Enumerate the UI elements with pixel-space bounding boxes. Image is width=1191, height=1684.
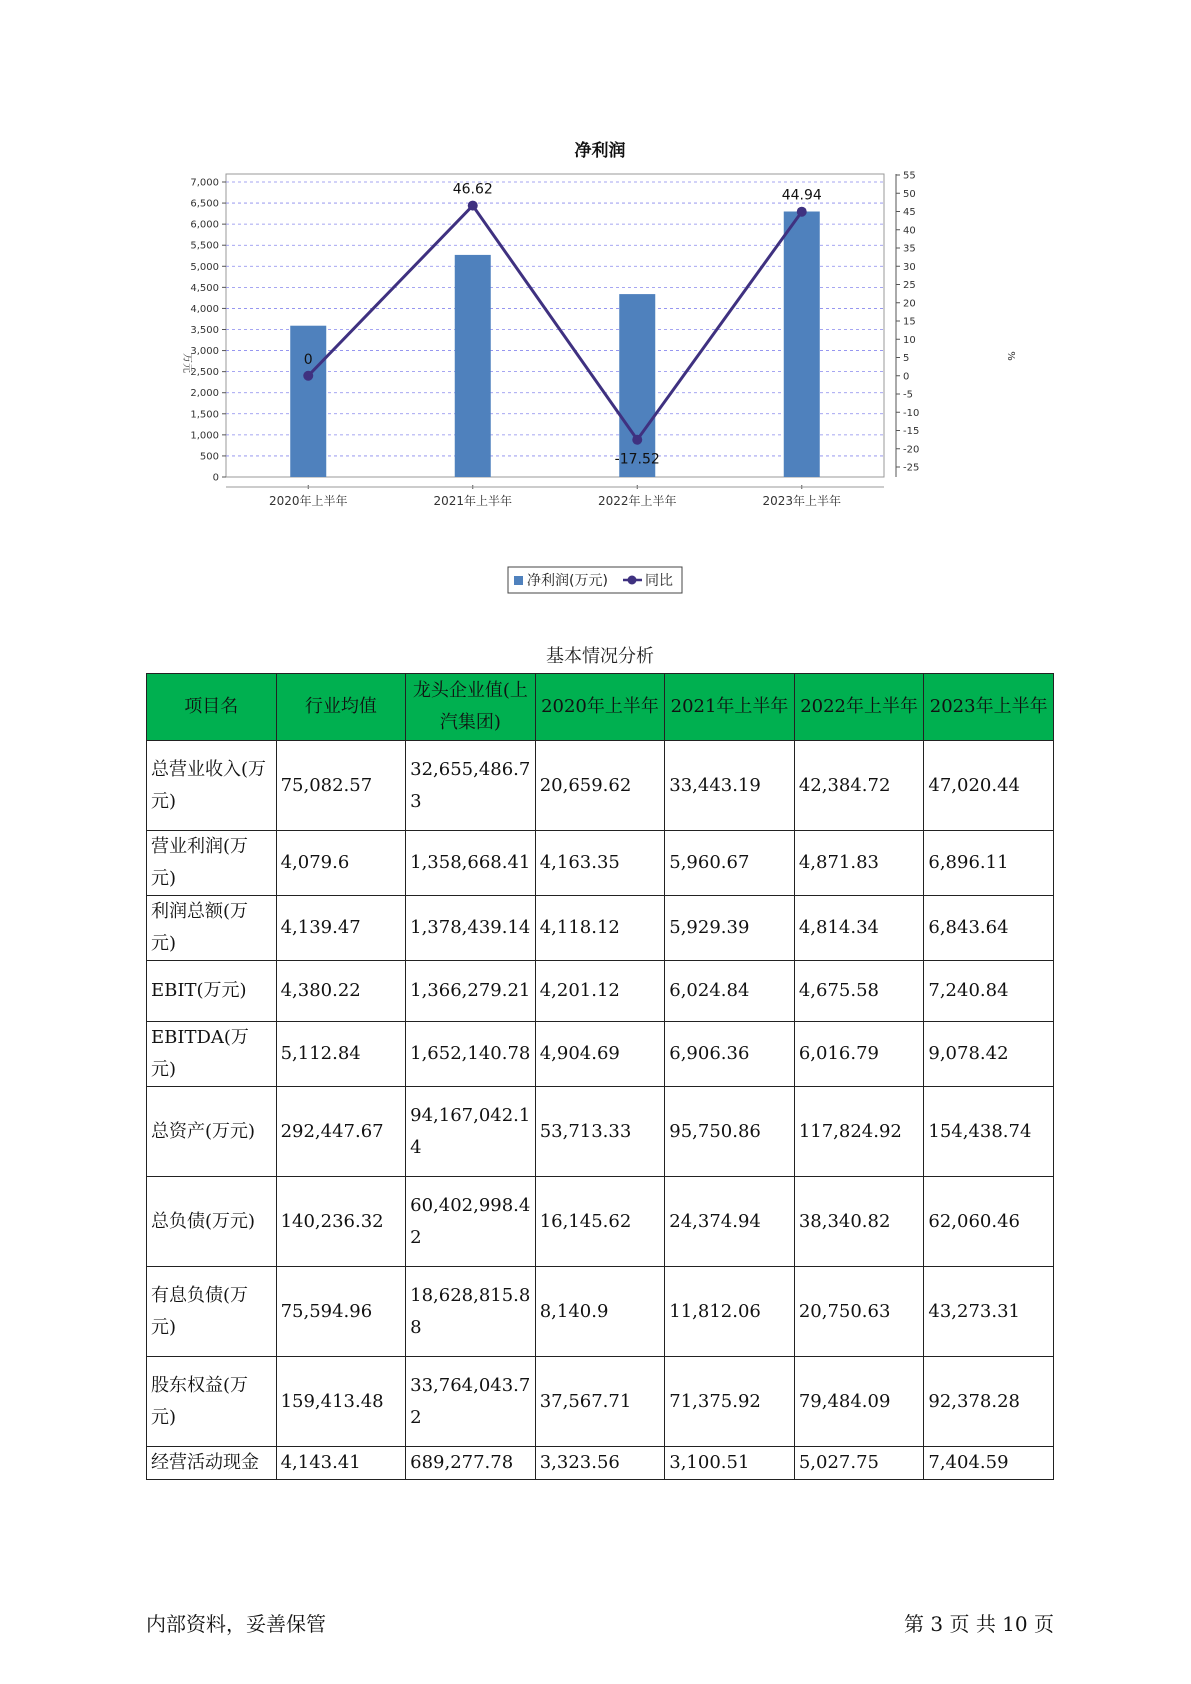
value-cell: 37,567.71 [535,1357,665,1447]
table-body [147,741,1054,1480]
table-caption: 基本情况分析 [546,646,654,667]
value-cell: 43,273.31 [924,1267,1054,1357]
y2-tick-label: -15 [903,426,920,437]
value-cell: 5,960.67 [665,831,795,896]
value-cell: 159,413.48 [276,1357,406,1447]
legend-line-marker [628,576,637,585]
line-point [303,371,313,381]
y-tick-label: 1,000 [190,430,219,442]
header-cell: 2022年上半年 [794,674,924,741]
value-cell: 6,016.79 [794,1022,924,1087]
y-tick-label: 500 [199,451,219,463]
value-cell: 4,201.12 [535,961,665,1022]
value-cell: 8,140.9 [535,1267,665,1357]
value-cell: 292,447.67 [276,1087,406,1177]
header-cell: 行业均值 [276,674,406,741]
value-cell: 117,824.92 [794,1087,924,1177]
value-cell: 79,484.09 [794,1357,924,1447]
value-cell: 4,380.22 [276,961,406,1022]
value-cell: 4,143.41 [276,1447,406,1480]
value-cell: 1,652,140.78 [406,1022,536,1087]
table-row [147,1022,1054,1087]
bar [290,326,326,477]
value-cell: 18,628,815.88 [406,1267,536,1357]
value-cell: 4,118.12 [535,896,665,961]
x-tick-label: 2022年上半年 [597,494,677,508]
y2-tick-label: -10 [903,407,920,419]
y2-tick-label: 50 [903,188,916,200]
legend-bar-swatch [514,576,523,585]
table-row [147,961,1054,1022]
bar [455,255,491,477]
value-cell: 42,384.72 [794,741,924,831]
right-axis-ticks [896,171,919,478]
bar [619,294,655,477]
data-label: 46.62 [452,181,493,198]
left-axis-ticks [190,178,226,484]
value-cell: 689,277.78 [406,1447,536,1480]
y-axis-label: 万元 [181,353,192,373]
value-cell: 4,675.58 [794,961,924,1022]
y2-axis-label: % [1005,351,1016,361]
table-row [147,1177,1054,1267]
value-cell: 53,713.33 [535,1087,665,1177]
y-tick-label: 0 [212,472,219,484]
table-row [147,1447,1054,1480]
footer-page-number: 第 3 页 共 10 页 [904,1612,1054,1636]
value-cell: 92,378.28 [924,1357,1054,1447]
y-tick-label: 5,000 [190,261,219,273]
value-cell: 4,079.6 [276,831,406,896]
value-cell: 94,167,042.14 [406,1087,536,1177]
value-cell: 3,323.56 [535,1447,665,1480]
y2-tick-label: 0 [903,371,910,383]
table-row [147,1087,1054,1177]
value-cell: 60,402,998.42 [406,1177,536,1267]
row-label-cell: EBITDA(万元) [147,1022,277,1087]
data-label: -17.52 [614,451,660,468]
row-label-cell: 股东权益(万元) [147,1357,277,1447]
header-cell: 2021年上半年 [665,674,795,741]
row-label-cell: 有息负债(万元) [147,1267,277,1357]
y-tick-label: 2,000 [190,388,219,400]
y-tick-label: 3,000 [190,346,219,358]
table-row [147,741,1054,831]
y-tick-label: 1,500 [190,409,219,421]
row-label-cell: 利润总额(万元) [147,896,277,961]
y2-tick-label: -20 [903,444,920,456]
value-cell: 1,358,668.41 [406,831,536,896]
header-cell: 项目名 [147,674,277,741]
chart-legend [508,567,682,593]
x-tick-label: 2023年上半年 [762,494,842,508]
value-cell: 7,240.84 [924,961,1054,1022]
table-row [147,831,1054,896]
table-row [147,1357,1054,1447]
value-cell: 33,443.19 [665,741,795,831]
value-cell: 11,812.06 [665,1267,795,1357]
header-cell: 2020年上半年 [535,674,665,741]
value-cell: 6,024.84 [665,961,795,1022]
value-cell: 4,904.69 [535,1022,665,1087]
value-cell: 71,375.92 [665,1357,795,1447]
y2-tick-label: -5 [903,389,913,401]
table-row [147,896,1054,961]
value-cell: 24,374.94 [665,1177,795,1267]
y2-tick-label: 15 [903,316,916,328]
value-cell: 6,843.64 [924,896,1054,961]
legend-line-label: 同比 [645,573,673,589]
line-point [632,435,642,445]
y2-tick-label: 10 [903,334,916,346]
y-tick-label: 6,000 [190,219,219,231]
y2-tick-label: 45 [903,207,916,218]
data-label: 44.94 [781,187,822,204]
value-cell: 6,896.11 [924,831,1054,896]
value-cell: 4,163.35 [535,831,665,896]
y-tick-label: 5,500 [190,240,219,252]
value-cell: 47,020.44 [924,741,1054,831]
value-cell: 5,112.84 [276,1022,406,1087]
y-tick-label: 2,500 [190,367,219,379]
value-cell: 33,764,043.72 [406,1357,536,1447]
value-cell: 5,027.75 [794,1447,924,1480]
y-tick-label: 4,000 [190,303,219,315]
table-header-row [147,674,1054,741]
value-cell: 32,655,486.73 [406,741,536,831]
x-axis-ticks [226,485,884,508]
y2-tick-label: 20 [903,298,916,310]
x-tick-label: 2021年上半年 [433,494,513,508]
y-tick-label: 7,000 [190,177,219,189]
row-label-cell: 经营活动现金 [147,1447,277,1480]
net-profit-chart [170,130,1030,600]
y2-tick-label: 55 [903,170,916,182]
data-label: 0 [303,351,313,368]
value-cell: 6,906.36 [665,1022,795,1087]
basic-analysis-table [146,673,1054,1480]
value-cell: 5,929.39 [665,896,795,961]
y2-tick-label: 30 [903,261,916,273]
value-cell: 38,340.82 [794,1177,924,1267]
value-cell: 75,082.57 [276,741,406,831]
y-tick-label: 6,500 [190,198,219,210]
y2-tick-label: 35 [903,243,916,255]
y-tick-label: 3,500 [190,325,219,336]
value-cell: 9,078.42 [924,1022,1054,1087]
y2-tick-label: 40 [903,225,916,237]
footer-confidential: 内部资料，妥善保管 [146,1612,326,1636]
value-cell: 20,659.62 [535,741,665,831]
row-label-cell: 总营业收入(万元) [147,741,277,831]
value-cell: 1,366,279.21 [406,961,536,1022]
row-label-cell: EBIT(万元) [147,961,277,1022]
header-cell: 2023年上半年 [924,674,1054,741]
row-label-cell: 总资产(万元) [147,1087,277,1177]
y2-tick-label: 5 [903,353,910,364]
value-cell: 4,814.34 [794,896,924,961]
value-cell: 75,594.96 [276,1267,406,1357]
header-cell: 龙头企业值(上汽集团) [406,674,536,741]
x-tick-label: 2020年上半年 [268,494,348,508]
value-cell: 4,871.83 [794,831,924,896]
line-point [797,207,807,217]
value-cell: 20,750.63 [794,1267,924,1357]
value-cell: 3,100.51 [665,1447,795,1480]
chart-title: 净利润 [574,141,626,161]
value-cell: 16,145.62 [535,1177,665,1267]
value-cell: 140,236.32 [276,1177,406,1267]
line-point [468,201,478,211]
y2-tick-label: -25 [903,462,920,474]
y-tick-label: 4,500 [190,282,219,294]
value-cell: 1,378,439.14 [406,896,536,961]
value-cell: 4,139.47 [276,896,406,961]
y2-tick-label: 25 [903,280,916,291]
bar [784,212,820,478]
row-label-cell: 总负债(万元) [147,1177,277,1267]
table-row [147,1267,1054,1357]
value-cell: 154,438.74 [924,1087,1054,1177]
row-label-cell: 营业利润(万元) [147,831,277,896]
legend-bar-label: 净利润(万元) [527,573,608,589]
value-cell: 62,060.46 [924,1177,1054,1267]
value-cell: 7,404.59 [924,1447,1054,1480]
value-cell: 95,750.86 [665,1087,795,1177]
